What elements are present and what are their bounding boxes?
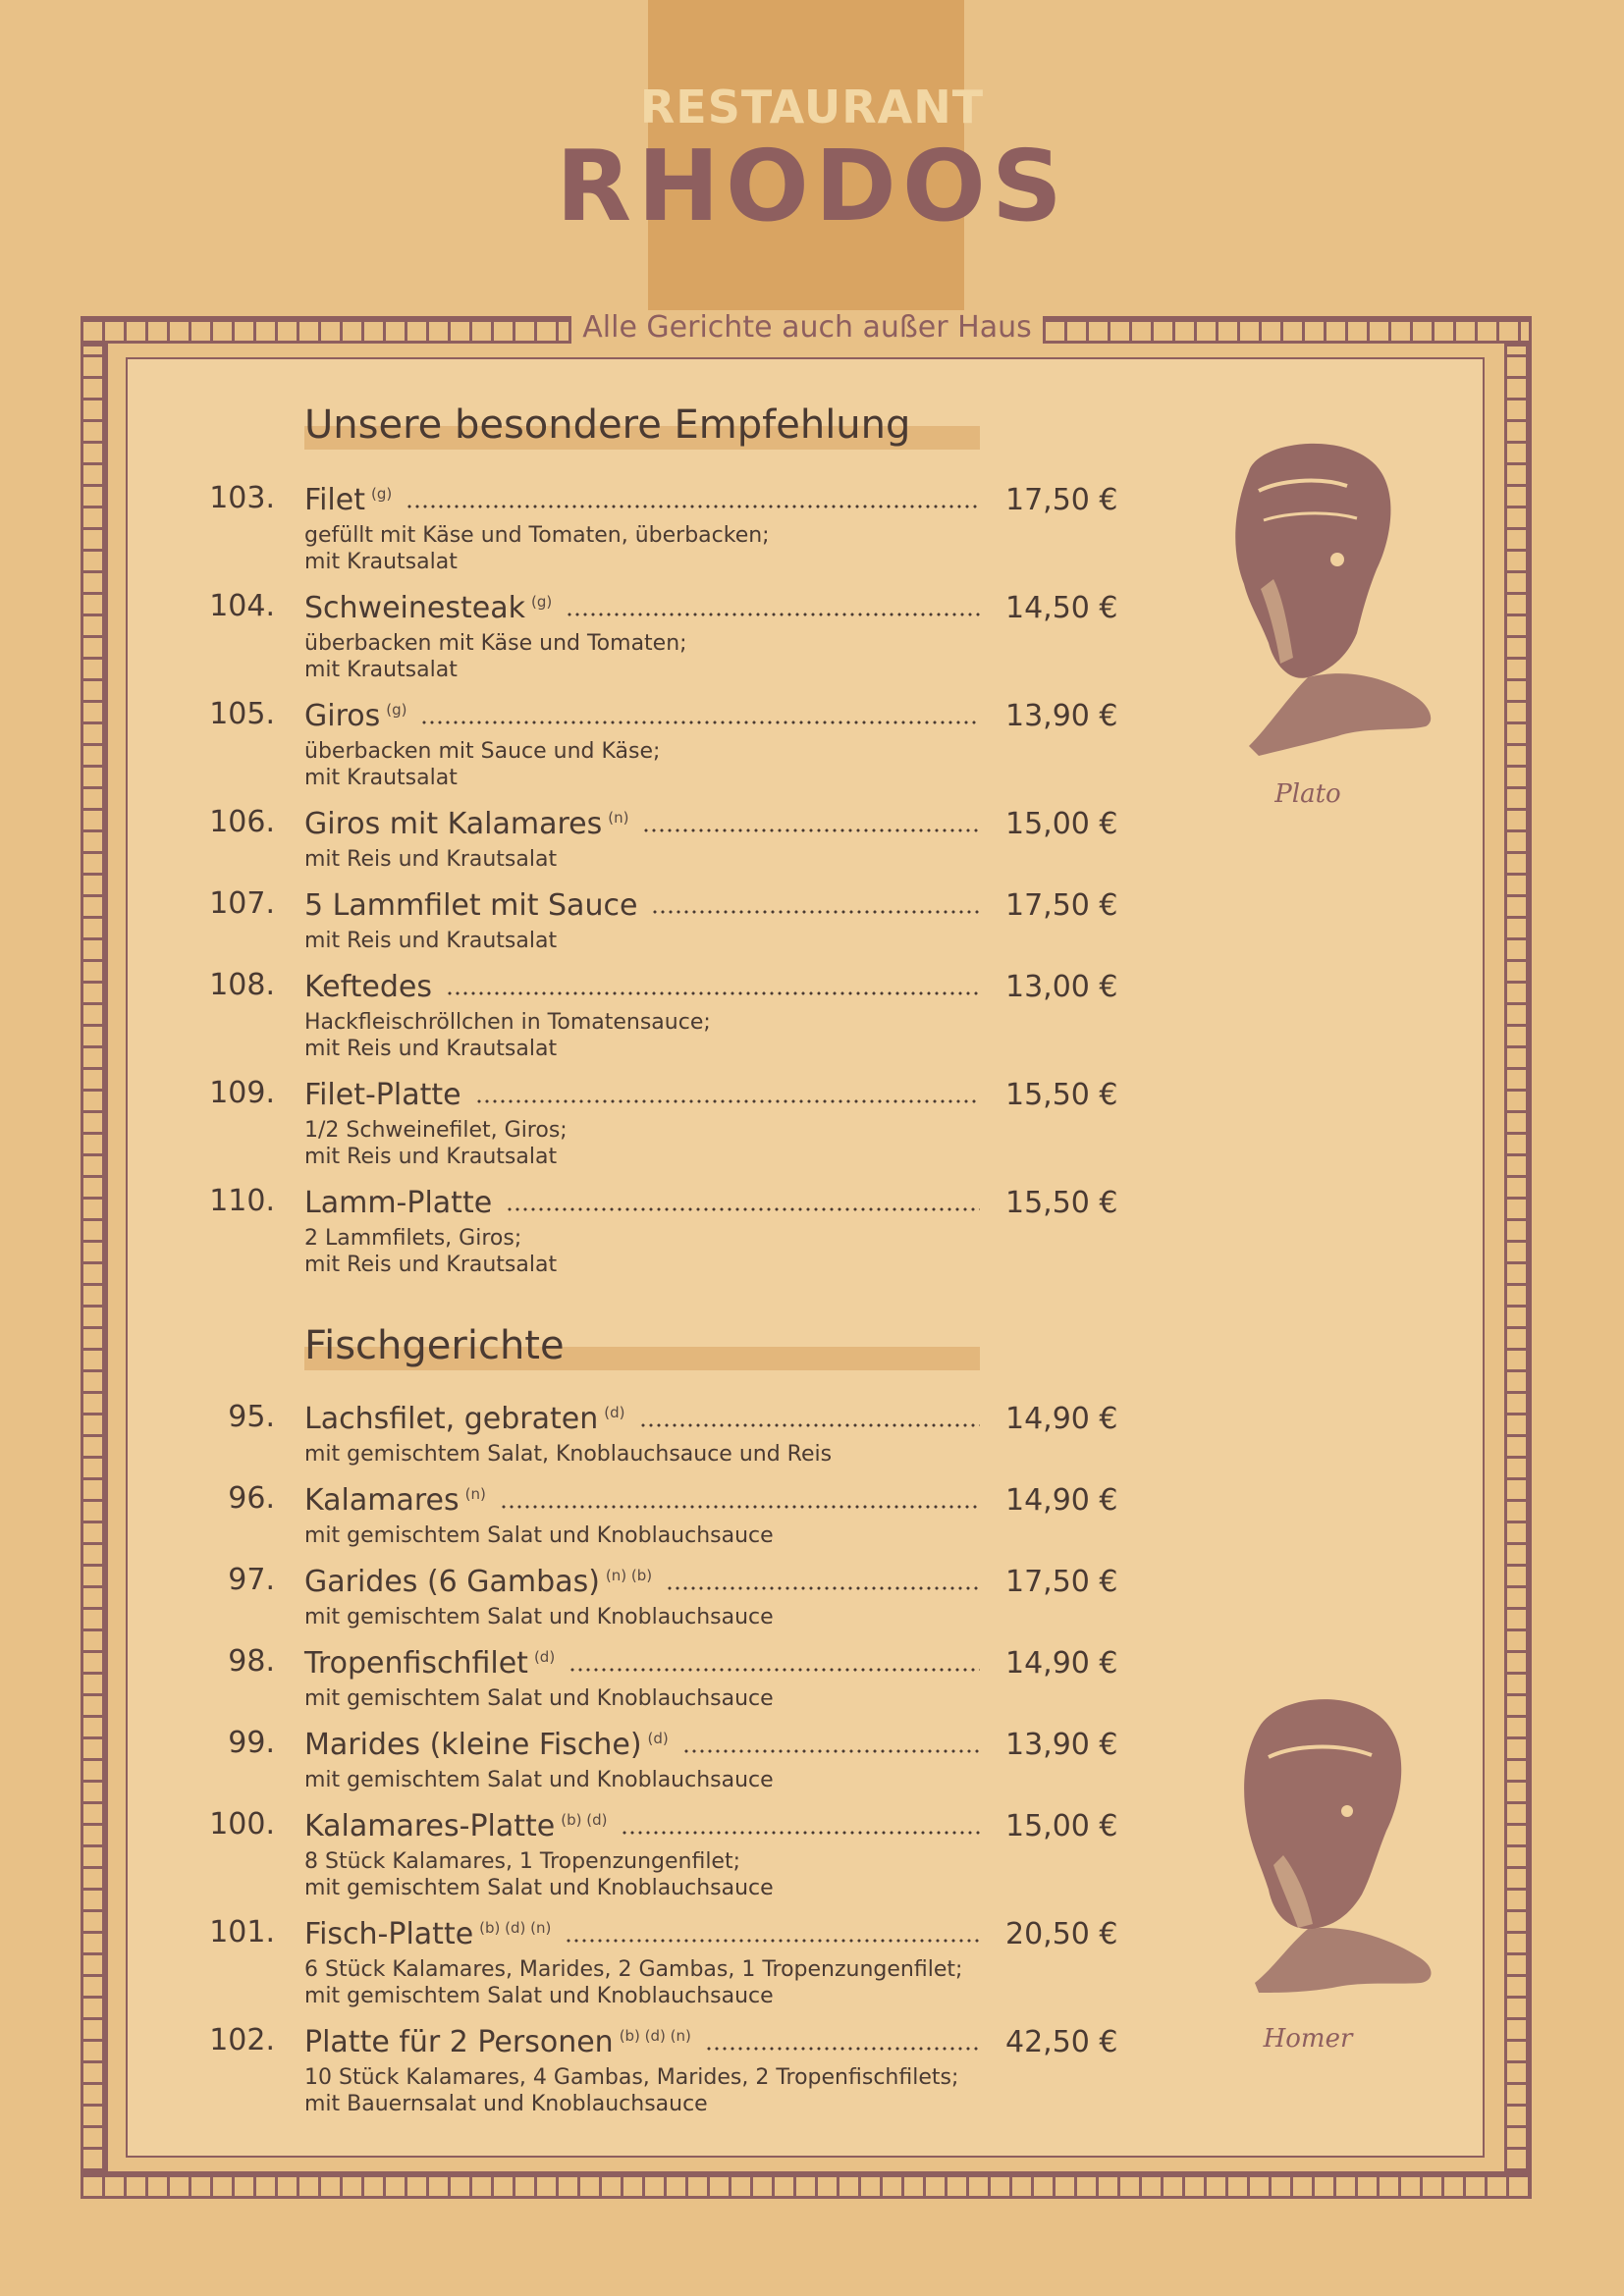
item-description xyxy=(304,1441,832,1468)
item-description-line: mit Reis und Krautsalat xyxy=(304,1037,558,1061)
item-name-text: Marides (kleine Fische) xyxy=(304,1728,642,1762)
item-description xyxy=(304,1225,557,1278)
item-description xyxy=(304,738,660,791)
meander-border-right xyxy=(1504,344,1532,2171)
item-price: 14,50 € xyxy=(1005,591,1118,625)
meander-border-top-left xyxy=(81,316,571,344)
item-description-line: mit Reis und Krautsalat xyxy=(304,1145,558,1169)
item-description xyxy=(304,522,770,575)
item-number: 97. xyxy=(228,1563,275,1597)
dot-leader xyxy=(621,1827,980,1839)
item-name-text: Filet-Platte xyxy=(304,1078,461,1112)
item-description-line: mit gemischtem Salat, Knoblauchsauce und Reis xyxy=(304,1442,833,1467)
plato-bust-icon xyxy=(1190,432,1445,756)
item-price: 14,90 € xyxy=(1005,1646,1118,1681)
allergen-notes: (n) xyxy=(608,809,629,827)
item-price: 14,90 € xyxy=(1005,1483,1118,1518)
item-price: 17,50 € xyxy=(1005,1565,1118,1599)
item-description xyxy=(304,630,687,683)
meander-border-left xyxy=(81,344,108,2171)
dot-leader xyxy=(506,1203,980,1215)
brand-subtitle: RESTAURANT xyxy=(639,80,985,133)
item-name xyxy=(304,798,628,844)
item-number: 106. xyxy=(209,805,275,839)
item-number: 102. xyxy=(209,2023,275,2057)
item-name xyxy=(304,474,392,520)
item-description xyxy=(304,1956,962,2009)
dot-leader xyxy=(651,906,980,918)
item-name xyxy=(304,1184,492,1223)
item-description-line: mit Reis und Krautsalat xyxy=(304,929,558,953)
item-description-line: gefüllt mit Käse und Tomaten, überbacken; xyxy=(304,523,770,548)
item-name-text: Tropenfischfilet xyxy=(304,1646,528,1681)
section-title: Fischgerichte xyxy=(304,1323,565,1368)
item-name-text: Giros xyxy=(304,699,381,733)
item-description-line: mit gemischtem Salat und Knoblauchsauce xyxy=(304,1984,774,2008)
item-description-line: überbacken mit Käse und Tomaten; xyxy=(304,631,687,656)
item-description-line: mit Krautsalat xyxy=(304,658,458,682)
dot-leader xyxy=(705,2043,980,2055)
item-name xyxy=(304,2016,691,2062)
item-number: 104. xyxy=(209,589,275,623)
item-name-text: Kalamares-Platte xyxy=(304,1809,556,1843)
tagline: Alle Gerichte auch außer Haus xyxy=(579,310,1035,345)
meander-border-top-right xyxy=(1043,316,1532,344)
dot-leader xyxy=(666,1582,980,1594)
item-number: 108. xyxy=(209,968,275,1002)
item-number: 103. xyxy=(209,481,275,515)
item-name xyxy=(304,1800,607,1846)
item-description-line: mit gemischtem Salat und Knoblauchsauce xyxy=(304,1686,774,1711)
item-description-line: mit Bauernsalat und Knoblauchsauce xyxy=(304,2092,708,2116)
item-number: 100. xyxy=(209,1807,275,1842)
dot-leader xyxy=(566,609,980,620)
item-price: 17,50 € xyxy=(1005,483,1118,517)
dot-leader xyxy=(475,1095,980,1107)
item-description xyxy=(304,2064,958,2117)
allergen-notes: (n) (b) xyxy=(605,1567,653,1584)
item-name xyxy=(304,886,637,926)
item-description-line: 8 Stück Kalamares, 1 Tropenzungenfilet; xyxy=(304,1849,741,1874)
item-name-text: Lachsfilet, gebraten xyxy=(304,1402,599,1436)
item-description-line: 2 Lammfilets, Giros; xyxy=(304,1226,522,1251)
item-number: 98. xyxy=(228,1644,275,1679)
item-name xyxy=(304,1637,555,1683)
item-description xyxy=(304,928,557,954)
item-name xyxy=(304,1474,486,1521)
portrait-caption: Plato xyxy=(1274,779,1341,809)
item-number: 99. xyxy=(228,1726,275,1760)
item-number: 109. xyxy=(209,1076,275,1110)
item-name-text: Giros mit Kalamares xyxy=(304,807,603,841)
item-number: 105. xyxy=(209,697,275,731)
item-number: 107. xyxy=(209,886,275,921)
dot-leader xyxy=(446,988,980,999)
item-description xyxy=(304,1117,568,1170)
dot-leader xyxy=(500,1501,980,1513)
item-description xyxy=(304,846,557,873)
item-name xyxy=(304,1556,652,1602)
item-description-line: mit Krautsalat xyxy=(304,550,458,574)
item-description xyxy=(304,1767,774,1793)
item-name xyxy=(304,1908,551,1954)
item-description xyxy=(304,1604,774,1630)
item-description-line: Hackfleischröllchen in Tomatensauce; xyxy=(304,1010,711,1035)
portrait-caption: Homer xyxy=(1263,2024,1353,2054)
allergen-notes: (d) xyxy=(533,1648,556,1666)
item-name xyxy=(304,582,552,628)
dot-leader xyxy=(568,1664,980,1676)
item-description-line: mit gemischtem Salat und Knoblauchsauce xyxy=(304,1876,774,1900)
item-name-text: Filet xyxy=(304,483,365,517)
allergen-notes: (d) xyxy=(604,1404,625,1421)
item-number: 95. xyxy=(228,1400,275,1434)
item-description-line: mit Reis und Krautsalat xyxy=(304,1253,558,1277)
homer-bust-icon xyxy=(1190,1688,1445,1993)
item-price: 13,90 € xyxy=(1005,1728,1118,1762)
item-description-line: mit gemischtem Salat und Knoblauchsauce xyxy=(304,1768,774,1792)
item-description-line: 6 Stück Kalamares, Marides, 2 Gambas, 1 Tropenzungenfilet; xyxy=(304,1957,963,1982)
item-name-text: Schweinesteak xyxy=(304,591,525,625)
item-description xyxy=(304,1685,774,1712)
item-description-line: 10 Stück Kalamares, 4 Gambas, Marides, 2 Tropenfischfilets; xyxy=(304,2065,959,2090)
item-name xyxy=(304,1076,461,1115)
item-description-line: mit gemischtem Salat und Knoblauchsauce xyxy=(304,1605,774,1629)
item-name-text: Garides (6 Gambas) xyxy=(304,1565,600,1599)
item-price: 20,50 € xyxy=(1005,1917,1118,1951)
item-number: 96. xyxy=(228,1481,275,1516)
item-price: 42,50 € xyxy=(1005,2025,1118,2059)
allergen-notes: (n) xyxy=(464,1485,486,1503)
item-description-line: mit gemischtem Salat und Knoblauchsauce xyxy=(304,1523,774,1548)
item-name-text: Fisch-Platte xyxy=(304,1917,474,1951)
item-price: 15,50 € xyxy=(1005,1186,1118,1220)
allergen-notes: (g) xyxy=(530,593,553,611)
allergen-notes: (b) (d) xyxy=(561,1811,608,1829)
restaurant-name: RHODOS xyxy=(556,129,1068,243)
meander-border-bottom xyxy=(81,2171,1532,2199)
item-description xyxy=(304,1009,711,1062)
dot-leader xyxy=(406,501,980,512)
item-name xyxy=(304,1393,625,1439)
item-name-text: Lamm-Platte xyxy=(304,1186,493,1220)
dot-leader xyxy=(420,717,980,728)
item-price: 13,90 € xyxy=(1005,699,1118,733)
item-number: 110. xyxy=(209,1184,275,1218)
item-price: 14,90 € xyxy=(1005,1402,1118,1436)
item-price: 15,50 € xyxy=(1005,1078,1118,1112)
item-name-text: 5 Lammfilet mit Sauce xyxy=(304,888,638,923)
item-price: 13,00 € xyxy=(1005,970,1118,1004)
allergen-notes: (b) (d) (n) xyxy=(619,2027,691,2045)
allergen-notes: (b) (d) (n) xyxy=(479,1919,552,1937)
dot-leader xyxy=(642,825,980,836)
allergen-notes: (d) xyxy=(647,1730,669,1747)
item-description-line: mit Reis und Krautsalat xyxy=(304,847,558,872)
allergen-notes: (g) xyxy=(386,701,407,719)
item-name xyxy=(304,968,432,1007)
allergen-notes: (g) xyxy=(370,485,393,503)
item-price: 15,00 € xyxy=(1005,1809,1118,1843)
dot-leader xyxy=(565,1935,980,1947)
item-description xyxy=(304,1522,774,1549)
item-description-line: 1/2 Schweinefilet, Giros; xyxy=(304,1118,568,1143)
item-name-text: Keftedes xyxy=(304,970,433,1004)
item-description-line: mit Krautsalat xyxy=(304,766,458,790)
item-name xyxy=(304,690,406,736)
dot-leader xyxy=(639,1419,981,1431)
item-description xyxy=(304,1848,774,1901)
item-number: 101. xyxy=(209,1915,275,1949)
item-price: 15,00 € xyxy=(1005,807,1118,841)
dot-leader xyxy=(682,1745,980,1757)
item-description-line: überbacken mit Sauce und Käse; xyxy=(304,739,661,764)
section-title: Unsere besondere Empfehlung xyxy=(304,402,911,448)
item-name-text: Platte für 2 Personen xyxy=(304,2025,614,2059)
item-name xyxy=(304,1719,669,1765)
item-name-text: Kalamares xyxy=(304,1483,460,1518)
item-price: 17,50 € xyxy=(1005,888,1118,923)
